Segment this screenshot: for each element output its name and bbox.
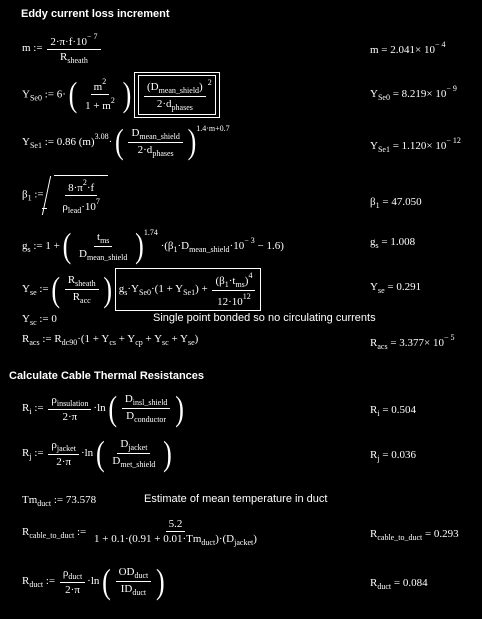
term: g: [118, 283, 125, 296]
equation-yse[interactable]: [22, 268, 261, 311]
exp: 2: [82, 178, 87, 187]
frac-den: D: [79, 247, 87, 260]
result-ri: [370, 404, 416, 418]
result-text: Y: [370, 140, 378, 152]
eq-lhs: R: [22, 333, 30, 345]
subscript: j: [29, 452, 32, 462]
paren-close: ): [187, 122, 197, 162]
subscript: Se1: [377, 145, 390, 154]
frac-num: (D: [147, 80, 159, 93]
subscript: 1: [224, 280, 229, 289]
subscript: se: [29, 288, 37, 298]
exp: − 12: [446, 136, 461, 145]
eq-lhs: m :=: [22, 42, 43, 55]
ln: ·ln: [93, 402, 106, 415]
subscript: s: [375, 241, 379, 250]
ln-fraction: [116, 566, 152, 597]
ln: ·ln: [80, 447, 94, 460]
exp: 2: [102, 77, 107, 87]
fraction: [60, 567, 85, 596]
frac-num: t: [97, 230, 101, 243]
result-text: Y: [370, 281, 378, 293]
close: ): [244, 275, 249, 287]
exp: − 9: [446, 84, 457, 93]
exp: − 3: [244, 236, 255, 245]
assign: := 6·: [44, 88, 66, 101]
subscript: s: [124, 288, 128, 298]
eq-lhs: R: [22, 402, 30, 415]
exp: − 5: [443, 333, 455, 342]
bracket: [134, 72, 220, 118]
paren-close: ): [175, 388, 184, 428]
term: + Y: [171, 333, 188, 345]
subscript: ms: [100, 235, 110, 245]
tail: ·f: [86, 182, 95, 194]
subscript: cable_to_duct: [29, 531, 75, 541]
eq-lhs: R: [22, 575, 30, 588]
subscript: s: [27, 245, 31, 254]
result-beta1: [370, 196, 422, 210]
frac-den: 1 + 0.1·(0.91 + 0.01·Tm: [93, 533, 202, 545]
subscript: j: [377, 454, 380, 463]
result-text: β: [370, 196, 376, 208]
paren-open: (: [115, 122, 124, 162]
equation-gs[interactable]: [22, 226, 284, 266]
result-value: = 0.084: [393, 577, 428, 589]
frac-den: D: [126, 410, 135, 422]
subscript: Se1: [29, 141, 42, 150]
bracket: [115, 268, 262, 311]
subscript: cs: [109, 338, 116, 347]
term: ·(1 + Y: [77, 333, 110, 345]
equation-racs[interactable]: [22, 333, 198, 347]
result-yse1: [370, 136, 461, 154]
exp: 2: [110, 96, 115, 106]
tail: ·10: [81, 201, 96, 213]
subscript: jacket: [128, 443, 148, 452]
fraction: [91, 518, 260, 547]
tail: ·D: [177, 240, 190, 252]
subscript: cable_to_duct: [377, 533, 423, 542]
subscript: phases: [152, 148, 174, 158]
frac-den: 2·π: [62, 411, 78, 423]
frac-num: D: [124, 393, 133, 405]
paren-open: (: [68, 74, 78, 114]
result-text: R: [370, 528, 378, 540]
frac-den: 2·d: [137, 143, 153, 156]
subscript: cp: [135, 338, 143, 347]
frac-den: R: [60, 51, 68, 63]
result-value: = 1.120× 10: [392, 140, 447, 152]
term: + Y: [118, 333, 136, 345]
close: ): [199, 80, 203, 93]
ln-fraction: [122, 393, 171, 424]
subscript: phases: [171, 102, 193, 112]
result-text: m = 2.041× 10: [370, 44, 435, 56]
result-value: = 3.377× 10: [390, 337, 444, 349]
tail: ·10: [229, 240, 245, 252]
result-value: = 8.219× 10: [392, 88, 447, 100]
paren-open: (: [95, 433, 105, 473]
subscript: sheath: [75, 279, 96, 288]
result-gs: [370, 236, 415, 250]
fraction: [82, 77, 118, 112]
subscript: duct: [37, 499, 52, 508]
note-single-point: Single point bonded so no circulating currents: [153, 312, 376, 324]
assign: := 0: [39, 313, 57, 325]
subscript: i: [29, 407, 32, 417]
result-text: R: [370, 337, 378, 349]
frac-num: m: [93, 81, 103, 94]
subscript: 1: [173, 245, 178, 254]
subscript: sc: [29, 318, 37, 327]
result-rduct: [370, 577, 428, 591]
subscript: dc90: [61, 338, 78, 347]
exp: 2: [207, 78, 212, 87]
result-rj: [370, 449, 416, 463]
subscript: Se0: [377, 93, 390, 102]
result-value: = 0.504: [382, 404, 417, 416]
fraction: [212, 271, 255, 308]
subscript: se: [187, 338, 195, 347]
eq-lhs: Y: [22, 136, 30, 148]
subscript: ms: [235, 280, 245, 289]
subscript: se: [377, 286, 385, 295]
subscript: 1: [27, 193, 32, 203]
section-heading-thermal: Calculate Cable Thermal Resistances: [9, 370, 205, 382]
frac-num: ρ: [51, 394, 57, 406]
equation-ri[interactable]: [22, 388, 184, 428]
eq-lhs: R: [22, 447, 30, 460]
subscript: insulation: [56, 399, 89, 408]
subscript: acs: [29, 338, 40, 347]
assign: :=: [34, 447, 44, 460]
subscript: mean_shield: [139, 131, 180, 141]
subscript: Se1: [183, 288, 196, 298]
result-m: [370, 40, 445, 56]
subscript: acc: [80, 296, 91, 305]
subscript: duct: [68, 572, 83, 581]
eq-lhs: β: [22, 188, 28, 201]
eq-lhs: Y: [22, 88, 30, 101]
term: + Y: [145, 333, 163, 345]
inner-bracket: [138, 75, 216, 115]
assign: :=: [34, 402, 44, 415]
subscript: sc: [162, 338, 169, 347]
tail: ·(β: [160, 240, 174, 252]
subscript: lead: [67, 206, 82, 215]
paren-close: ): [156, 561, 165, 601]
result-text: R: [370, 577, 378, 589]
assign: := 0.86 (m): [44, 136, 95, 148]
eq-lhs: Tm: [22, 494, 38, 506]
assign: :=: [34, 188, 44, 201]
assign: :=: [76, 526, 87, 539]
frac-den: 1 + m: [85, 100, 111, 113]
subscript: 1: [375, 201, 380, 210]
equation-yse1[interactable]: $Y_{Se1}$ := 0.86 $(m)^{3.08}\cdot$ ( $\frac{D_{mean\_shield}}{2\cdot d_{phases}}$ )$^{1.4\cdot m+0.7}$: [22, 122, 230, 162]
result-racs: [370, 333, 455, 351]
fraction: [76, 231, 130, 262]
exp: 1.74: [143, 228, 158, 237]
frac-den: ): [253, 533, 257, 545]
fraction: [59, 178, 103, 215]
paren-close: ): [135, 226, 144, 266]
subscript: met_shield: [120, 460, 156, 469]
exp: 3.08: [94, 132, 109, 141]
frac-num: ρ: [51, 439, 57, 451]
result-rcable: [370, 528, 459, 542]
result-yse: [370, 281, 421, 295]
paren-close: ): [122, 74, 132, 114]
term: ·Y: [127, 283, 139, 296]
result-text: R: [370, 404, 378, 416]
result-value: = 1.008: [381, 236, 416, 248]
subscript: sheath: [67, 56, 88, 65]
equation-rcable[interactable]: [22, 518, 262, 547]
eq-lhs: g: [22, 240, 28, 252]
equation-ysc[interactable]: [22, 313, 57, 327]
note-mean-temp: Estimate of mean temperature in duct: [144, 493, 328, 505]
paren-open: (: [108, 388, 118, 428]
frac-num: ρ: [62, 567, 69, 579]
section-heading-eddy: Eddy current loss increment: [21, 8, 170, 20]
exp: 12: [242, 292, 251, 301]
subscript: conductor: [134, 415, 167, 424]
eq-lhs: Y: [22, 283, 30, 296]
fraction: [48, 394, 91, 423]
subscript: Se0: [29, 93, 42, 103]
frac-den: D: [112, 455, 121, 467]
eq-lhs: Y: [22, 313, 30, 325]
paren-open: (: [102, 561, 111, 601]
subscript: Se0: [139, 288, 151, 298]
subscript: mean_shield: [189, 245, 230, 254]
result-text: R: [370, 449, 378, 461]
frac-num: (β: [215, 275, 225, 287]
paren-open: (: [62, 226, 72, 266]
result-value: = 0.291: [387, 281, 422, 293]
result-value: = 0.036: [382, 449, 417, 461]
subscript: jacket: [234, 538, 254, 547]
subscript: insl_shield: [132, 398, 168, 407]
paren-close: ): [163, 433, 172, 473]
paren-open: (: [51, 269, 61, 309]
assign: :=: [39, 283, 49, 296]
frac-num: 8·π: [68, 182, 83, 194]
subscript: acs: [377, 342, 388, 351]
subscript: mean_shield: [158, 85, 200, 95]
frac-den: 12·10: [217, 296, 243, 308]
equation-rduct[interactable]: [22, 561, 165, 601]
term: ·(1 + Y: [151, 283, 184, 296]
term: ): [194, 333, 199, 345]
exp: 1.4·m+0.7: [196, 124, 230, 133]
inner-fraction: [144, 81, 206, 112]
fraction: [48, 439, 79, 468]
frac-den: ID: [120, 583, 133, 595]
tail: ·t: [228, 275, 236, 287]
assign: := 73.578: [53, 494, 97, 506]
result-value: = 0.293: [424, 528, 459, 540]
result-text: g: [370, 236, 376, 248]
fraction: [65, 274, 99, 305]
result-text: Y: [370, 88, 378, 100]
tail: − 1.6): [257, 240, 284, 252]
term: ) +: [195, 283, 208, 296]
fraction: [47, 32, 100, 65]
paren-close: ): [103, 269, 113, 309]
subscript: i: [377, 409, 380, 418]
assign: := 1 +: [33, 240, 60, 252]
exp: 4: [248, 271, 253, 280]
frac-num: D: [131, 126, 140, 139]
fraction: [128, 127, 182, 158]
frac-num: 5.2: [168, 518, 183, 530]
frac-num: OD: [118, 566, 135, 578]
frac-num: R: [67, 274, 76, 286]
sqrt: [54, 175, 108, 215]
frac-den: 2·π: [56, 456, 71, 468]
subscript: mean_shield: [86, 252, 128, 262]
ln: ·ln: [87, 575, 100, 588]
result-value: = 47.050: [382, 196, 422, 208]
frac-den: 2·d: [156, 97, 172, 110]
equation-tm-duct[interactable]: [22, 494, 96, 508]
frac-den: )·(D: [215, 533, 235, 545]
equation-yse0[interactable]: [22, 72, 220, 118]
result-yse0: [370, 84, 457, 102]
exp: − 7: [87, 32, 98, 41]
subscript: duct: [134, 571, 149, 580]
frac-den: ρ: [62, 201, 68, 213]
exp: − 4: [434, 40, 446, 49]
subscript: jacket: [56, 444, 76, 453]
frac-den: R: [72, 291, 81, 303]
subscript: duct: [377, 582, 392, 591]
subscript: duct: [132, 588, 147, 597]
assign: :=: [45, 575, 56, 588]
exp: 7: [95, 197, 100, 206]
frac-den: 2·π: [65, 584, 80, 596]
assign: := R: [42, 333, 62, 345]
eq-lhs: R: [22, 526, 30, 539]
ln-fraction: [109, 438, 158, 469]
frac-num: D: [120, 438, 129, 450]
equation-beta1[interactable]: [22, 175, 108, 215]
subscript: duct: [201, 538, 216, 547]
equation-m[interactable]: [22, 32, 103, 65]
frac-num: 2·π·f·10: [50, 36, 88, 48]
subscript: duct: [29, 580, 44, 590]
equation-rj[interactable]: [22, 433, 172, 473]
